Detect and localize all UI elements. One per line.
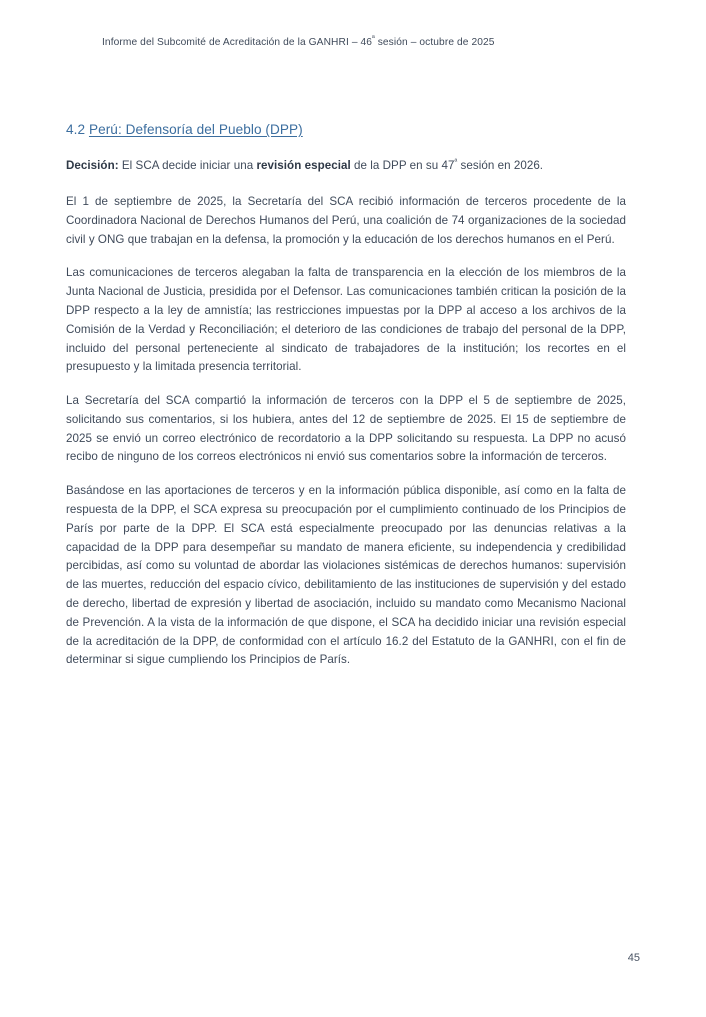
decision-emphasis: revisión especial xyxy=(256,159,351,173)
decision-text-part2: de la DPP en su 47 xyxy=(350,159,455,173)
page-number: 45 xyxy=(627,952,640,964)
decision-text-part3: sesión en 2026. xyxy=(457,159,544,173)
decision-label: Decisión: xyxy=(66,159,119,173)
section-title: Perú: Defensoría del Pueblo (DPP) xyxy=(88,122,303,137)
section-number: 4.2 xyxy=(66,122,89,137)
running-header xyxy=(102,37,622,48)
running-header-ordinal-mark: ª xyxy=(372,35,375,43)
decision-ordinal-mark: ª xyxy=(454,157,458,167)
decision-paragraph xyxy=(66,157,626,176)
running-header-text-before: Informe del Subcomité de Acreditación de la GANHRI – 46 xyxy=(102,37,373,48)
section-heading xyxy=(66,122,626,138)
body-paragraph-4: Basándose en las aportaciones de terceros y en la información pública disponible, así como en la falta de respuesta de la DPP, el SCA expresa su preocupación por el cumplimiento continuado de los Principios de París por parte de la DPP. El SCA está especialmente preocupado por las denuncias relativas a la capacidad de la DPP para desempeñar su mandato de manera eficiente, su independencia y credibilidad percibidas, así como su voluntad de abordar las violaciones sistémicas de derechos humanos: supervisión de las muertes, reducción del espacio cívico, debilitamiento de las instituciones de supervisión y del estado de derecho, libertad de expresión y libertad de asociación, incluido su mandato como Mecanismo Nacional de Prevención. A la vista de la información de que dispone, el SCA ha decidido iniciar una revisión especial de la acreditación de la DPP, de conformidad con el artículo 16.2 del Estatuto de la GANHRI, con el fin de determinar si sigue cumpliendo los Principios de París. xyxy=(66,484,626,667)
body-paragraph-2: Las comunicaciones de terceros alegaban la falta de transparencia en la elección de los miembros de la Junta Nacional de Justicia, presidida por el Defensor. Las comunicaciones también critican la posición de la DPP respecto a la ley de amnistía; las restricciones impuestas por la DPP al acceso a los archivos de la Comisión de la Verdad y Reconciliación; el deterioro de las condiciones de trabajo del personal de la DPP, incluido del personal perteneciente al sindicato de trabajadores de la institución; los recortes en el presupuesto y la limitada presencia territorial. xyxy=(66,266,626,374)
body-paragraph-1: El 1 de septiembre de 2025, la Secretaría del SCA recibió información de terceros procedente de la Coordinadora Nacional de Derechos Humanos del Perú, una coalición de 74 organizaciones de la sociedad civil y ONG que trabajan en la defensa, la promoción y la educación de los derechos humanos en el Perú. xyxy=(66,195,626,246)
document-content xyxy=(66,122,626,670)
body-paragraph-3: La Secretaría del SCA compartió la información de terceros con la DPP el 5 de septiembre de 2025, solicitando sus comentarios, si los hubiera, antes del 12 de septiembre de 2025. El 15 de septiembre de 2025 se envió un correo electrónico de recordatorio a la DPP solicitando su respuesta. La DPP no acusó recibo de ninguno de los correos electrónicos ni envió sus comentarios sobre la información de terceros. xyxy=(66,394,626,464)
running-header-text-after: sesión – octubre de 2025 xyxy=(374,37,495,48)
decision-text-part1: El SCA decide iniciar una xyxy=(118,159,257,173)
